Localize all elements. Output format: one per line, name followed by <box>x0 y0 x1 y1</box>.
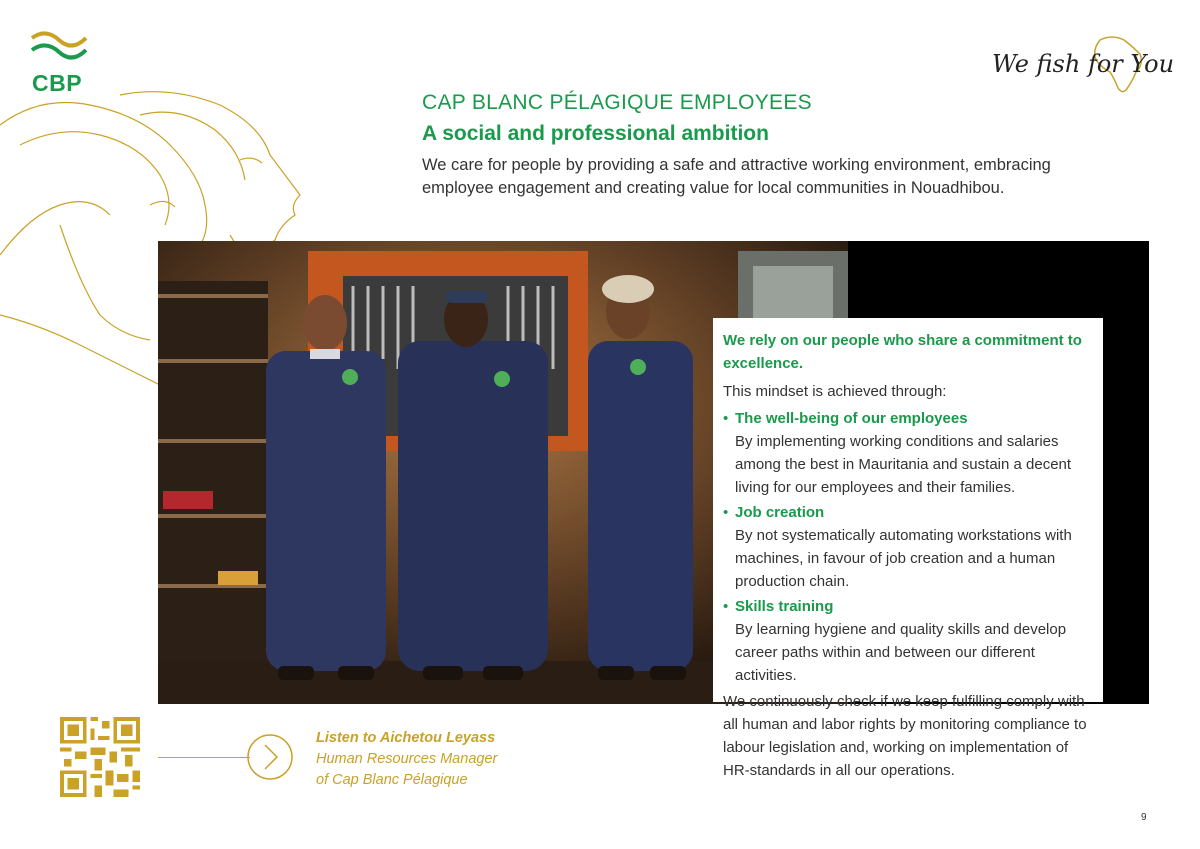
bullet-heading: The well-being of our employees <box>735 410 968 427</box>
page-title: A social and professional ambition <box>422 122 769 145</box>
chevron-right-icon[interactable] <box>246 733 294 781</box>
bullet-dot: • <box>723 504 729 521</box>
bullet-text: By implementing working conditions and salaries among the best in Mauritania and sustain a decent living for our employees and their families. <box>735 433 1072 496</box>
logo-text: CBP <box>32 70 83 96</box>
listen-role: Human Resources Manager <box>316 751 498 767</box>
bullet-item <box>723 407 1095 499</box>
bullet-item <box>723 501 1095 593</box>
card-outro: We continuously check if we keep fulfilling comply with all human and labor rights by monitoring compliance to labour legislation and, working on implementation of HR-standards in all our operations. <box>723 693 1087 779</box>
section-kicker: CAP BLANC PÉLAGIQUE EMPLOYEES <box>422 91 812 114</box>
page-number: 9 <box>1141 812 1147 823</box>
tagline <box>982 34 1182 98</box>
listen-caption[interactable] <box>316 728 497 791</box>
wave-icon <box>28 30 90 70</box>
arrow-line <box>158 757 250 758</box>
intro-paragraph: We care for people by providing a safe and attractive working environment, embracing employee engagement and creating value for local communities in Nouadhibou. <box>422 156 1051 197</box>
tagline-text: We fish for You <box>992 50 1175 78</box>
bullet-item <box>723 595 1095 687</box>
bullet-heading: Job creation <box>735 504 825 521</box>
bullet-dot: • <box>723 598 729 615</box>
bullet-heading: Skills training <box>735 598 834 615</box>
card-intro: This mindset is achieved through: <box>723 383 947 400</box>
listen-org: of Cap Blanc Pélagique <box>316 772 468 788</box>
bullet-text: By learning hygiene and quality skills and develop career paths within and between our different activities. <box>735 621 1067 684</box>
listen-name: Listen to Aichetou Leyass <box>316 730 496 746</box>
text-card-content <box>723 329 1095 782</box>
bullet-text: By not systematically automating workstations with machines, in favour of job creation and a human production chain. <box>735 527 1072 590</box>
qr-code[interactable] <box>60 716 140 798</box>
card-lead: We rely on our people who share a commitment to excellence. <box>723 332 1082 372</box>
bullet-dot: • <box>723 410 729 427</box>
